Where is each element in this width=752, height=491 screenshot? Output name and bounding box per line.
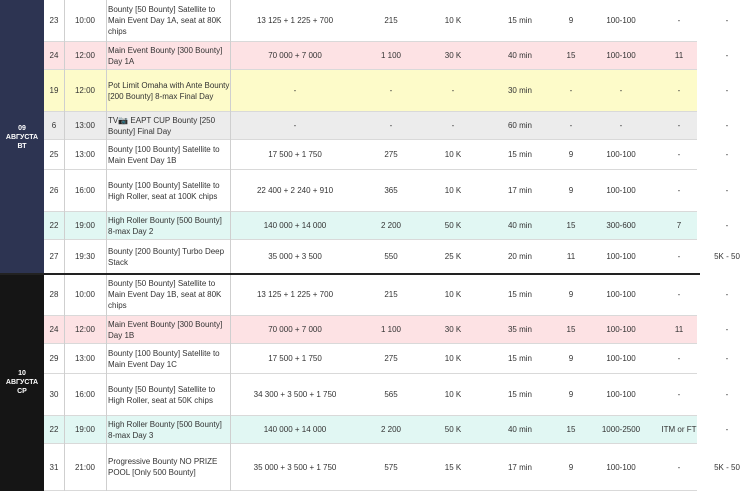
day-label	[0, 274, 44, 491]
buy-in: 35 000 + 3 500	[268, 252, 322, 261]
guarantee: -	[725, 150, 729, 159]
buy-in: 140 000 + 14 000	[263, 425, 327, 434]
rating-points: 1 100	[380, 51, 402, 60]
starting-blinds: 100-100	[606, 354, 636, 363]
re-entry: -	[677, 390, 681, 399]
buy-in: 140 000 + 14 000	[263, 221, 327, 230]
guarantee: -	[725, 51, 729, 60]
event-name: Bounty [50 Bounty] Satellite to Main Event Day 1A, seat at 80K chips	[108, 5, 222, 36]
start-time: 21:00	[74, 462, 96, 472]
column-divider	[64, 0, 65, 274]
event-name: High Roller Bounty [500 Bounty] 8-max Day 3	[108, 419, 222, 440]
table-row[interactable]	[44, 274, 729, 316]
starting-blinds: 100-100	[606, 390, 636, 399]
rating-points: 215	[384, 290, 398, 299]
starting-blinds: 100-100	[606, 16, 636, 25]
level-duration: 15 min	[507, 390, 532, 399]
event-name: Main Event Bounty [300 Bounty] Day 1B	[108, 319, 223, 340]
day-label-line: АВГУСТА	[5, 133, 39, 141]
event-number: 24	[49, 51, 59, 60]
starting-blinds: 100-100	[606, 290, 636, 299]
event-name: Main Event Bounty [300 Bounty] Day 1A	[108, 45, 223, 66]
late-registration: 9	[568, 462, 574, 472]
rating-points: 365	[384, 186, 398, 195]
start-time: 12:00	[74, 51, 96, 60]
event-number: 22	[49, 221, 59, 230]
table-row[interactable]	[44, 374, 729, 416]
re-entry: -	[677, 150, 681, 159]
starting-blinds: 100-100	[606, 462, 636, 472]
table-row[interactable]	[44, 240, 740, 274]
rating-points: -	[389, 86, 393, 95]
event-name: Pot Limit Omaha with Ante Bounty [200 Bounty] 8-max Final Day	[108, 80, 230, 101]
event-number: 31	[49, 462, 59, 472]
re-entry: -	[677, 186, 681, 195]
column-divider	[106, 0, 107, 274]
event-number: 23	[49, 16, 59, 25]
starting-stack: 10 K	[444, 150, 462, 159]
level-duration: 17 min	[507, 462, 532, 472]
late-registration: 9	[568, 354, 574, 363]
level-duration: 15 min	[507, 290, 532, 299]
buy-in: 34 300 + 3 500 + 1 750	[253, 390, 337, 399]
guarantee: -	[725, 86, 729, 95]
guarantee: -	[725, 325, 729, 334]
starting-blinds: 100-100	[606, 51, 636, 60]
table-row[interactable]	[44, 0, 729, 42]
re-entry: -	[677, 290, 681, 299]
column-divider	[230, 274, 231, 491]
rating-points: 565	[384, 390, 398, 399]
guarantee: -	[725, 221, 729, 230]
day-label-line: ВТ	[17, 142, 27, 150]
starting-stack: 10 K	[444, 16, 462, 25]
late-registration: 15	[566, 51, 576, 60]
level-duration: 40 min	[507, 425, 532, 434]
level-duration: 40 min	[507, 51, 532, 60]
late-registration: 9	[568, 390, 574, 399]
late-registration: 9	[568, 290, 574, 299]
table-row[interactable]	[44, 170, 729, 212]
event-number: 22	[49, 425, 59, 434]
starting-blinds: 100-100	[606, 186, 636, 195]
guarantee: 5K - 50	[714, 462, 740, 472]
table-row[interactable]	[44, 42, 729, 70]
start-time: 19:30	[74, 252, 96, 261]
buy-in: 13 125 + 1 225 + 700	[256, 290, 334, 299]
day-label	[0, 0, 44, 274]
re-entry: -	[677, 86, 681, 95]
rating-points: 575	[384, 462, 398, 472]
table-row[interactable]	[44, 344, 729, 374]
starting-stack: 10 K	[444, 390, 462, 399]
day-label-line: СР	[17, 388, 27, 395]
guarantee: -	[725, 354, 729, 363]
buy-in: -	[293, 86, 297, 95]
table-row[interactable]	[44, 70, 729, 112]
event-number: 6	[51, 121, 57, 130]
level-duration: 35 min	[507, 325, 532, 334]
table-row[interactable]	[44, 316, 729, 344]
level-duration: 40 min	[507, 221, 532, 230]
table-row[interactable]	[44, 444, 740, 491]
table-row[interactable]	[44, 112, 729, 140]
starting-blinds: 300-600	[606, 221, 636, 230]
start-time: 16:00	[74, 390, 96, 399]
starting-stack: 10 K	[444, 186, 462, 195]
table-row[interactable]	[44, 212, 729, 240]
event-name: Bounty [100 Bounty] Satellite to Main Event Day 1C	[108, 348, 220, 369]
guarantee: -	[725, 425, 729, 434]
level-duration: 60 min	[507, 121, 532, 130]
day-divider	[0, 273, 700, 275]
late-registration: 9	[568, 186, 574, 195]
day-label-line: 10	[18, 370, 26, 377]
start-time: 10:00	[74, 290, 96, 299]
event-number: 28	[49, 290, 59, 299]
starting-blinds: 100-100	[606, 325, 636, 334]
starting-blinds: 1000-2500	[601, 425, 641, 434]
event-name: TV📷 EAPT CUP Bounty [250 Bounty] Final Day	[108, 115, 216, 136]
late-registration: 9	[568, 150, 574, 159]
starting-stack: 15 K	[444, 462, 462, 472]
start-time: 19:00	[74, 425, 96, 434]
rating-points: -	[389, 121, 393, 130]
start-time: 10:00	[74, 16, 96, 25]
level-duration: 15 min	[507, 354, 532, 363]
buy-in: 17 500 + 1 750	[268, 150, 322, 159]
buy-in: 22 400 + 2 240 + 910	[256, 186, 334, 195]
rating-points: 215	[384, 16, 398, 25]
start-time: 16:00	[74, 186, 96, 195]
day-label-line: АВГУСТА	[5, 379, 39, 386]
rating-points: 1 100	[380, 325, 402, 334]
rating-points: 2 200	[380, 221, 402, 230]
guarantee: -	[725, 186, 729, 195]
buy-in: 35 000 + 3 500 + 1 750	[253, 462, 337, 472]
starting-stack: 50 K	[444, 425, 462, 434]
buy-in: 17 500 + 1 750	[268, 354, 322, 363]
re-entry: -	[677, 354, 681, 363]
late-registration: -	[569, 86, 573, 95]
starting-stack: 10 K	[444, 354, 462, 363]
guarantee: -	[725, 390, 729, 399]
table-row[interactable]	[44, 416, 729, 444]
starting-stack: -	[451, 121, 455, 130]
level-duration: 15 min	[507, 150, 532, 159]
re-entry: 7	[676, 221, 682, 230]
starting-stack: 10 K	[444, 290, 462, 299]
rating-points: 550	[384, 252, 398, 261]
guarantee: 5K - 50	[714, 252, 740, 261]
event-number: 29	[49, 354, 59, 363]
re-entry: ITM or FT	[661, 425, 697, 434]
event-name: Bounty [50 Bounty] Satellite to Main Event Day 1B, seat at 80K chips	[108, 279, 222, 310]
late-registration: 9	[568, 16, 574, 25]
level-duration: 30 min	[507, 86, 532, 95]
start-time: 12:00	[74, 325, 96, 334]
start-time: 13:00	[74, 150, 96, 159]
re-entry: -	[677, 252, 681, 261]
rating-points: 275	[384, 150, 398, 159]
event-number: 27	[49, 252, 59, 261]
event-number: 25	[49, 150, 59, 159]
event-name: Progressive Bounty NO PRIZE POOL [Only 500 Bounty]	[108, 457, 218, 477]
event-number: 30	[49, 390, 59, 399]
day-label-line: 09	[18, 124, 26, 132]
event-name: Bounty [50 Bounty] Satellite to High Roller, seat at 50K chips	[108, 384, 216, 405]
table-row[interactable]	[44, 140, 729, 170]
buy-in: -	[293, 121, 297, 130]
late-registration: 15	[566, 325, 576, 334]
re-entry: 11	[674, 51, 684, 60]
level-duration: 20 min	[507, 252, 532, 261]
event-name: High Roller Bounty [500 Bounty] 8-max Day 2	[108, 215, 222, 236]
starting-blinds: 100-100	[606, 150, 636, 159]
re-entry: -	[677, 462, 681, 472]
day-block	[0, 274, 740, 491]
late-registration: 15	[566, 221, 576, 230]
buy-in: 70 000 + 7 000	[268, 325, 322, 334]
event-number: 26	[49, 186, 59, 195]
buy-in: 13 125 + 1 225 + 700	[256, 16, 334, 25]
late-registration: 15	[566, 425, 576, 434]
late-registration: -	[569, 121, 573, 130]
start-time: 12:00	[74, 86, 96, 95]
level-duration: 15 min	[507, 16, 532, 25]
event-name: Bounty [100 Bounty] Satellite to Main Event Day 1B	[108, 144, 220, 165]
start-time: 19:00	[74, 221, 96, 230]
guarantee: -	[725, 16, 729, 25]
rating-points: 275	[384, 354, 398, 363]
starting-stack: 25 K	[444, 252, 462, 261]
start-time: 13:00	[74, 354, 96, 363]
starting-stack: -	[451, 86, 455, 95]
starting-blinds: -	[619, 121, 623, 130]
late-registration: 11	[566, 252, 576, 261]
re-entry: -	[677, 16, 681, 25]
rating-points: 2 200	[380, 425, 402, 434]
starting-stack: 30 K	[444, 325, 462, 334]
re-entry: -	[677, 121, 681, 130]
column-divider	[64, 274, 65, 491]
guarantee: -	[725, 290, 729, 299]
event-name: Bounty [100 Bounty] Satellite to High Roller, seat at 100K chips	[108, 180, 220, 201]
event-number: 24	[49, 325, 59, 334]
column-divider	[106, 274, 107, 491]
starting-stack: 50 K	[444, 221, 462, 230]
column-divider	[230, 0, 231, 274]
level-duration: 17 min	[507, 186, 532, 195]
starting-stack: 30 K	[444, 51, 462, 60]
re-entry: 11	[674, 325, 684, 334]
buy-in: 70 000 + 7 000	[268, 51, 322, 60]
starting-blinds: 100-100	[606, 252, 636, 261]
event-name: Bounty [200 Bounty] Turbo Deep Stack	[108, 246, 225, 267]
starting-blinds: -	[619, 86, 623, 95]
start-time: 13:00	[74, 121, 96, 130]
guarantee: -	[725, 121, 729, 130]
event-number: 19	[49, 86, 59, 95]
